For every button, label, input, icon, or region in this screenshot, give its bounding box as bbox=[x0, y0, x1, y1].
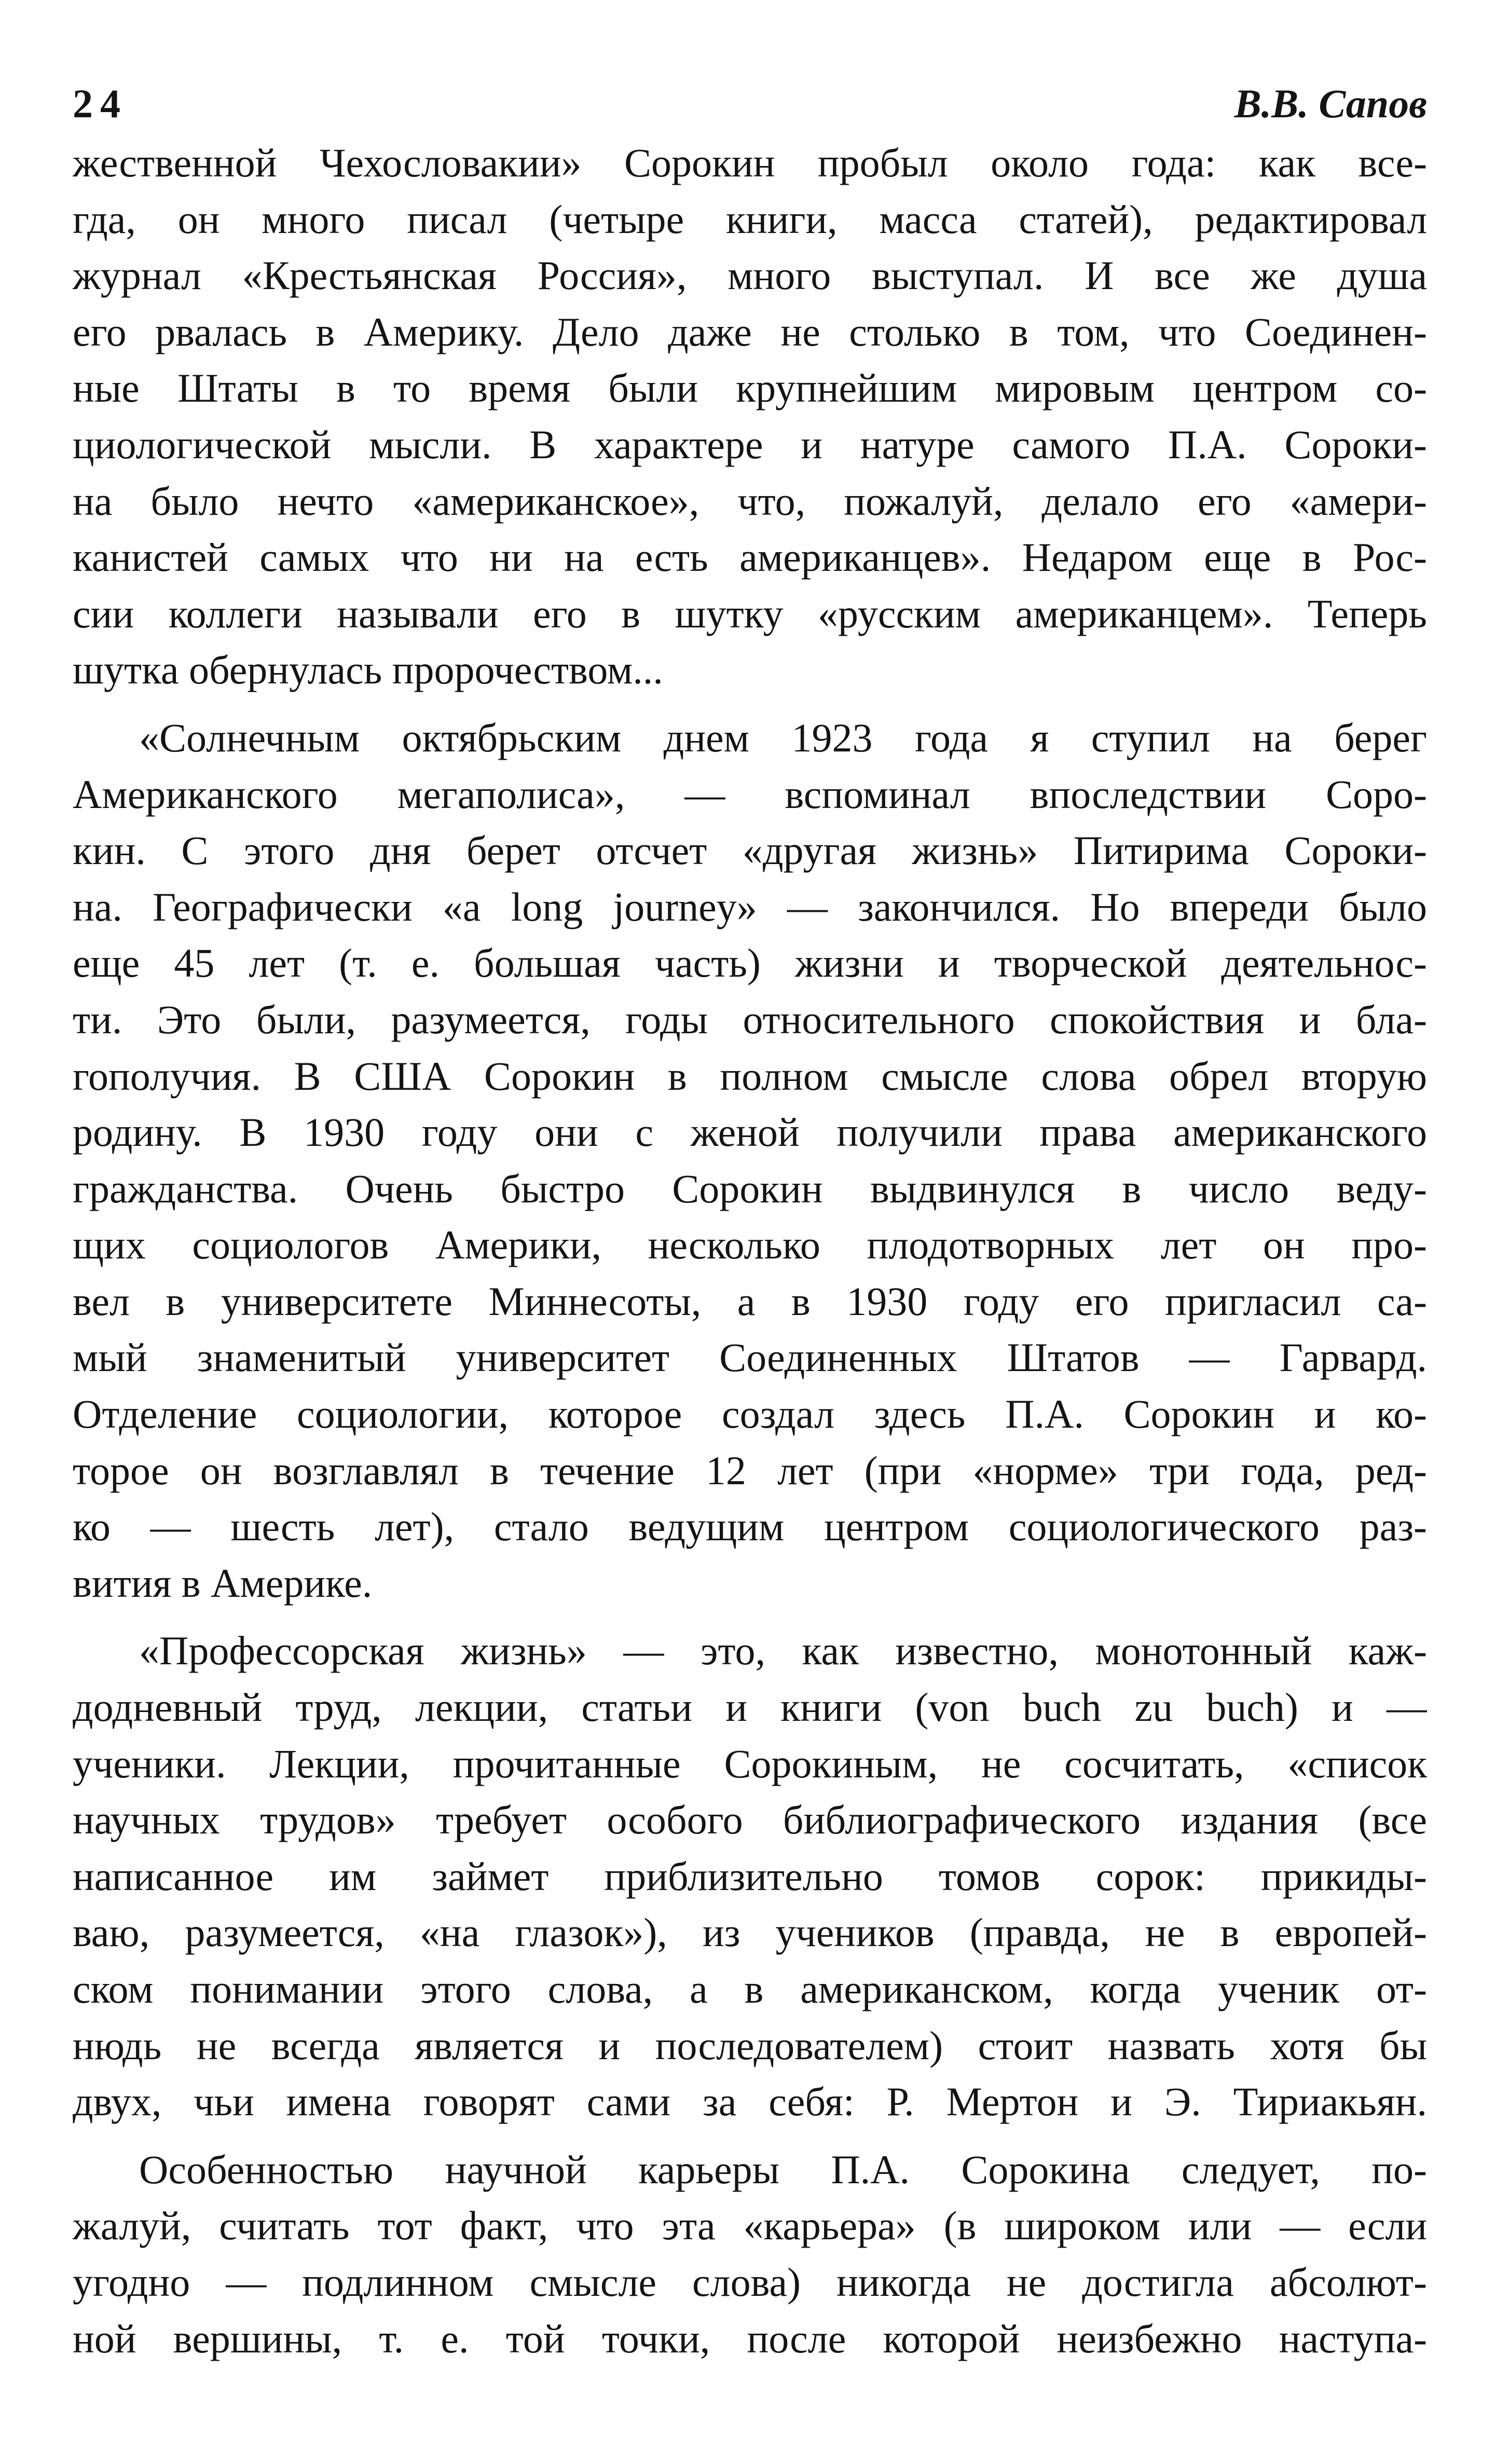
text-line: гда, он много писал (четыре книги, масса статей), редактировал bbox=[73, 196, 1427, 242]
text-line: написанное им займет приблизительно томов сорок: прикиды- bbox=[73, 1853, 1427, 1899]
text-line: ко — шесть лет), стало ведущим центром социологического раз- bbox=[73, 1504, 1427, 1550]
text-line: гополучия. В США Сорокин в полном смысле слова обрел вторую bbox=[73, 1053, 1427, 1099]
text-line: ной вершины, т. е. той точки, после которой неизбежно наступа- bbox=[73, 2316, 1427, 2361]
text-line: научных трудов» требует особого библиографического издания (все bbox=[73, 1797, 1427, 1843]
text-line: вел в университете Миннесоты, а в 1930 году его пригласил са- bbox=[73, 1278, 1427, 1324]
book-page bbox=[73, 78, 1427, 2444]
text-line: нюдь не всегда является и последователем) стоит назвать хотя бы bbox=[73, 2022, 1427, 2068]
text-line: канистей самых что ни на есть американцев». Недаром еще в Рос- bbox=[73, 535, 1427, 580]
page-number: 24 bbox=[73, 81, 128, 126]
text-line: сии коллеги называли его в шутку «русским американцем». Теперь bbox=[73, 591, 1427, 636]
text-line: журнал «Крестьянская Россия», много выступал. И все же душа bbox=[73, 253, 1427, 298]
paragraph-first-line: Особенностью научной карьеры П.А. Сорокина следует, по- bbox=[139, 2146, 1427, 2192]
text-line: Отделение социологии, которое создал здесь П.А. Сорокин и ко- bbox=[73, 1391, 1427, 1437]
text-line: ные Штаты в то время были крупнейшим мировым центром со- bbox=[73, 365, 1427, 411]
text-line: родину. В 1930 году они с женой получили права американского bbox=[73, 1110, 1427, 1155]
text-line: угодно — подлинном смысле слова) никогда не достигла абсолют- bbox=[73, 2259, 1427, 2305]
paragraph-first-line: «Солнечным октябрьским днем 1923 года я ступил на берег bbox=[139, 715, 1427, 760]
text-line: жественной Чехословакии» Сорокин пробыл около года: как все- bbox=[73, 140, 1427, 185]
running-head-author: В.В. Сапов bbox=[1234, 81, 1427, 126]
text-line: на было нечто «американское», что, пожалуй, делало его «амери- bbox=[73, 478, 1427, 524]
text-line: ученики. Лекции, прочитанные Сорокиным, не сосчитать, «список bbox=[73, 1741, 1427, 1786]
body-text bbox=[73, 135, 1427, 2367]
text-line: щих социологов Америки, несколько плодотворных лет он про- bbox=[73, 1222, 1427, 1268]
text-line: ском понимании этого слова, а в американском, когда ученик от- bbox=[73, 1966, 1427, 2011]
text-line: его рвалась в Америку. Дело даже не столько в том, что Соединен- bbox=[73, 309, 1427, 354]
text-line: ваю, разумеется, «на глазок»), из учеников (правда, не в европей- bbox=[73, 1910, 1427, 1955]
text-line: шутка обернулась пророчеством... bbox=[73, 647, 663, 693]
text-line: вития в Америке. bbox=[73, 1560, 373, 1606]
paragraph-first-line: «Профессорская жизнь» — это, как известно, монотонный каж- bbox=[139, 1628, 1427, 1674]
text-line: торое он возглавлял в течение 12 лет (при «норме» три года, ред- bbox=[73, 1447, 1427, 1493]
text-line: ти. Это были, разумеется, годы относительного спокойствия и бла- bbox=[73, 996, 1427, 1042]
running-head bbox=[73, 78, 1427, 140]
text-line: двух, чьи имена говорят сами за себя: Р. Мертон и Э. Тириакьян. bbox=[73, 2079, 1427, 2125]
text-line: мый знаменитый университет Соединенных Штатов — Гарвард. bbox=[73, 1335, 1427, 1380]
text-line: еще 45 лет (т. е. большая часть) жизни и творческой деятельнос- bbox=[73, 940, 1427, 986]
text-line: циологической мысли. В характере и натуре самого П.А. Сороки- bbox=[73, 421, 1427, 467]
text-line: додневный труд, лекции, статьи и книги (von buch zu buch) и — bbox=[73, 1685, 1427, 1730]
text-line: жалуй, считать тот факт, что эта «карьера» (в широком или — если bbox=[73, 2203, 1427, 2249]
text-line: Американского мегаполиса», — вспоминал впоследствии Соро- bbox=[73, 771, 1427, 817]
text-line: гражданства. Очень быстро Сорокин выдвинулся в число веду- bbox=[73, 1166, 1427, 1211]
text-line: на. Географически «a long journey» — закончился. Но впереди было bbox=[73, 884, 1427, 929]
text-line: кин. С этого дня берет отсчет «другая жизнь» Питирима Сороки- bbox=[73, 828, 1427, 873]
